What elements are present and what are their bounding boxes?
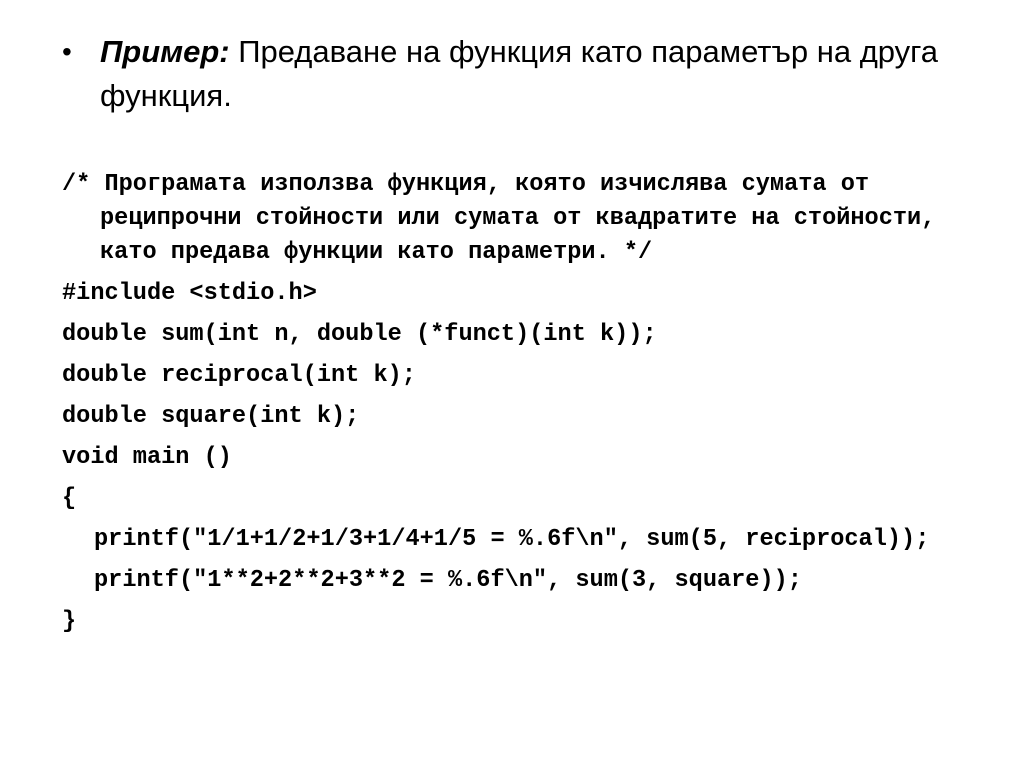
code-main-decl: void main () [62, 444, 232, 471]
code-printf-square: printf("1**2+2**2+3**2 = %.6f\n", sum(3, square)); [94, 567, 802, 594]
code-open-brace: { [62, 485, 77, 512]
example-label: Пример: [100, 34, 230, 69]
code-proto-sum: double sum(int n, double (*funct)(int k)); [62, 321, 657, 348]
code-printf-reciprocal: printf("1/1+1/2+1/3+1/4+1/5 = %.6f\n", sum(5, reciprocal)); [94, 526, 930, 553]
code-comment: /* Програмата използва функция, която изчислява сумата от реципрочни стойности или сумата от квадратите на стойности, като предава функции като параметри. */ [62, 171, 936, 266]
bullet-text [100, 30, 982, 118]
code-proto-reciprocal: double reciprocal(int k); [62, 362, 416, 389]
code-proto-square: double square(int k); [62, 403, 360, 430]
code-block [62, 168, 1002, 646]
code-include: #include <stdio.h> [62, 280, 317, 307]
bullet-marker: • [62, 36, 72, 67]
code-close-brace: } [62, 608, 77, 635]
example-description: Предаване на функция като параметър на друга функция. [100, 34, 939, 113]
bullet-point [62, 30, 982, 118]
